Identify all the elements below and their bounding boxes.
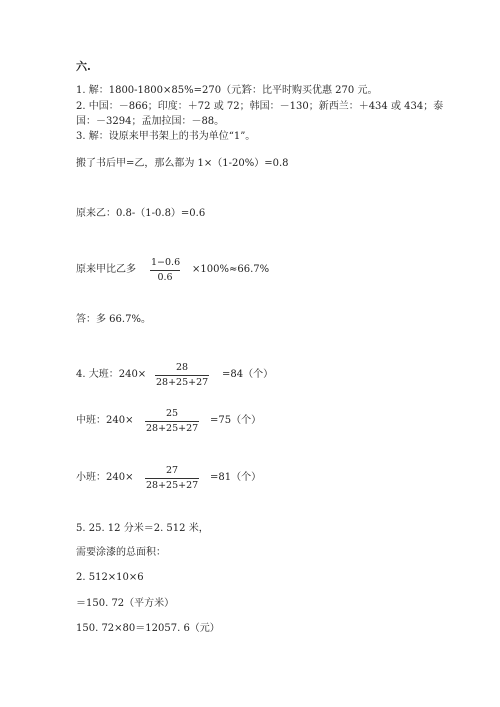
- answer-4-middle-class-label: 中班：240×: [76, 415, 134, 426]
- answer-5-area-label: 需要涂漆的总面积：: [76, 547, 166, 558]
- fraction-denominator: 28+25+27: [146, 480, 199, 491]
- fraction-numerator: 27: [165, 465, 179, 476]
- answer-4-small-class-label: 小班：240×: [76, 472, 134, 483]
- answer-4-big-class-result: =84（个）: [222, 369, 274, 380]
- answer-3-setup: 3. 解：设原来甲书架上的书为单位“1”。: [76, 131, 256, 142]
- answer-4-middle-class-result: =75（个）: [210, 415, 262, 426]
- answer-1-conclusion: 答：比平时购买优惠 270 元。: [242, 85, 378, 96]
- fraction-bar: [155, 375, 209, 376]
- answer-3-step-1: 搬了书后甲=乙，那么都为 1×（1-20%）=0.8: [76, 158, 289, 169]
- answer-4-big-class-label: 4. 大班：240×: [76, 369, 147, 380]
- answer-2-line: 2. 中国：－866；印度：＋72 或 72；韩国：－130；新西兰：＋434 或 434；泰: [76, 101, 444, 112]
- fraction-denominator: 28+25+27: [156, 377, 209, 388]
- fraction-denominator: 28+25+27: [146, 423, 199, 434]
- fraction-bar: [145, 478, 199, 479]
- fraction-middle-class: [145, 408, 199, 435]
- fraction-numerator: 1−0.6: [151, 257, 181, 268]
- answer-5-area-result: ＝150. 72（平方米）: [76, 598, 175, 609]
- fraction-diff-over-b: [150, 257, 180, 284]
- fraction-denominator: 0.6: [157, 272, 173, 283]
- answer-4-small-class-result: =81（个）: [210, 472, 262, 483]
- answer-3-step-3-result: ×100%≈66.7%: [192, 264, 270, 275]
- answer-3-step-2: 原来乙：0.8-（1-0.8）=0.6: [76, 208, 206, 219]
- fraction-big-class: [155, 362, 209, 389]
- answer-5-area-formula: 2. 512×10×6: [76, 572, 144, 583]
- answer-1-line: 1. 解：1800-1800×85%=270（元）: [76, 85, 252, 96]
- answer-2-line-cont: 国：－3294；孟加拉国：－88。: [76, 116, 225, 127]
- fraction-small-class: [145, 465, 199, 492]
- section-heading: 六.: [76, 60, 91, 73]
- fraction-numerator: 28: [175, 362, 189, 373]
- answer-5-cost: 150. 72×80＝12057. 6（元）: [76, 623, 220, 634]
- answer-3-conclusion: 答：多 66.7%。: [76, 314, 151, 325]
- fraction-bar: [145, 421, 199, 422]
- answer-3-step-3-label: 原来甲比乙多: [76, 264, 136, 275]
- fraction-numerator: 25: [165, 408, 179, 419]
- answer-5-conversion: 5. 25. 12 分米＝2. 512 米，: [76, 523, 209, 534]
- fraction-bar: [150, 270, 180, 271]
